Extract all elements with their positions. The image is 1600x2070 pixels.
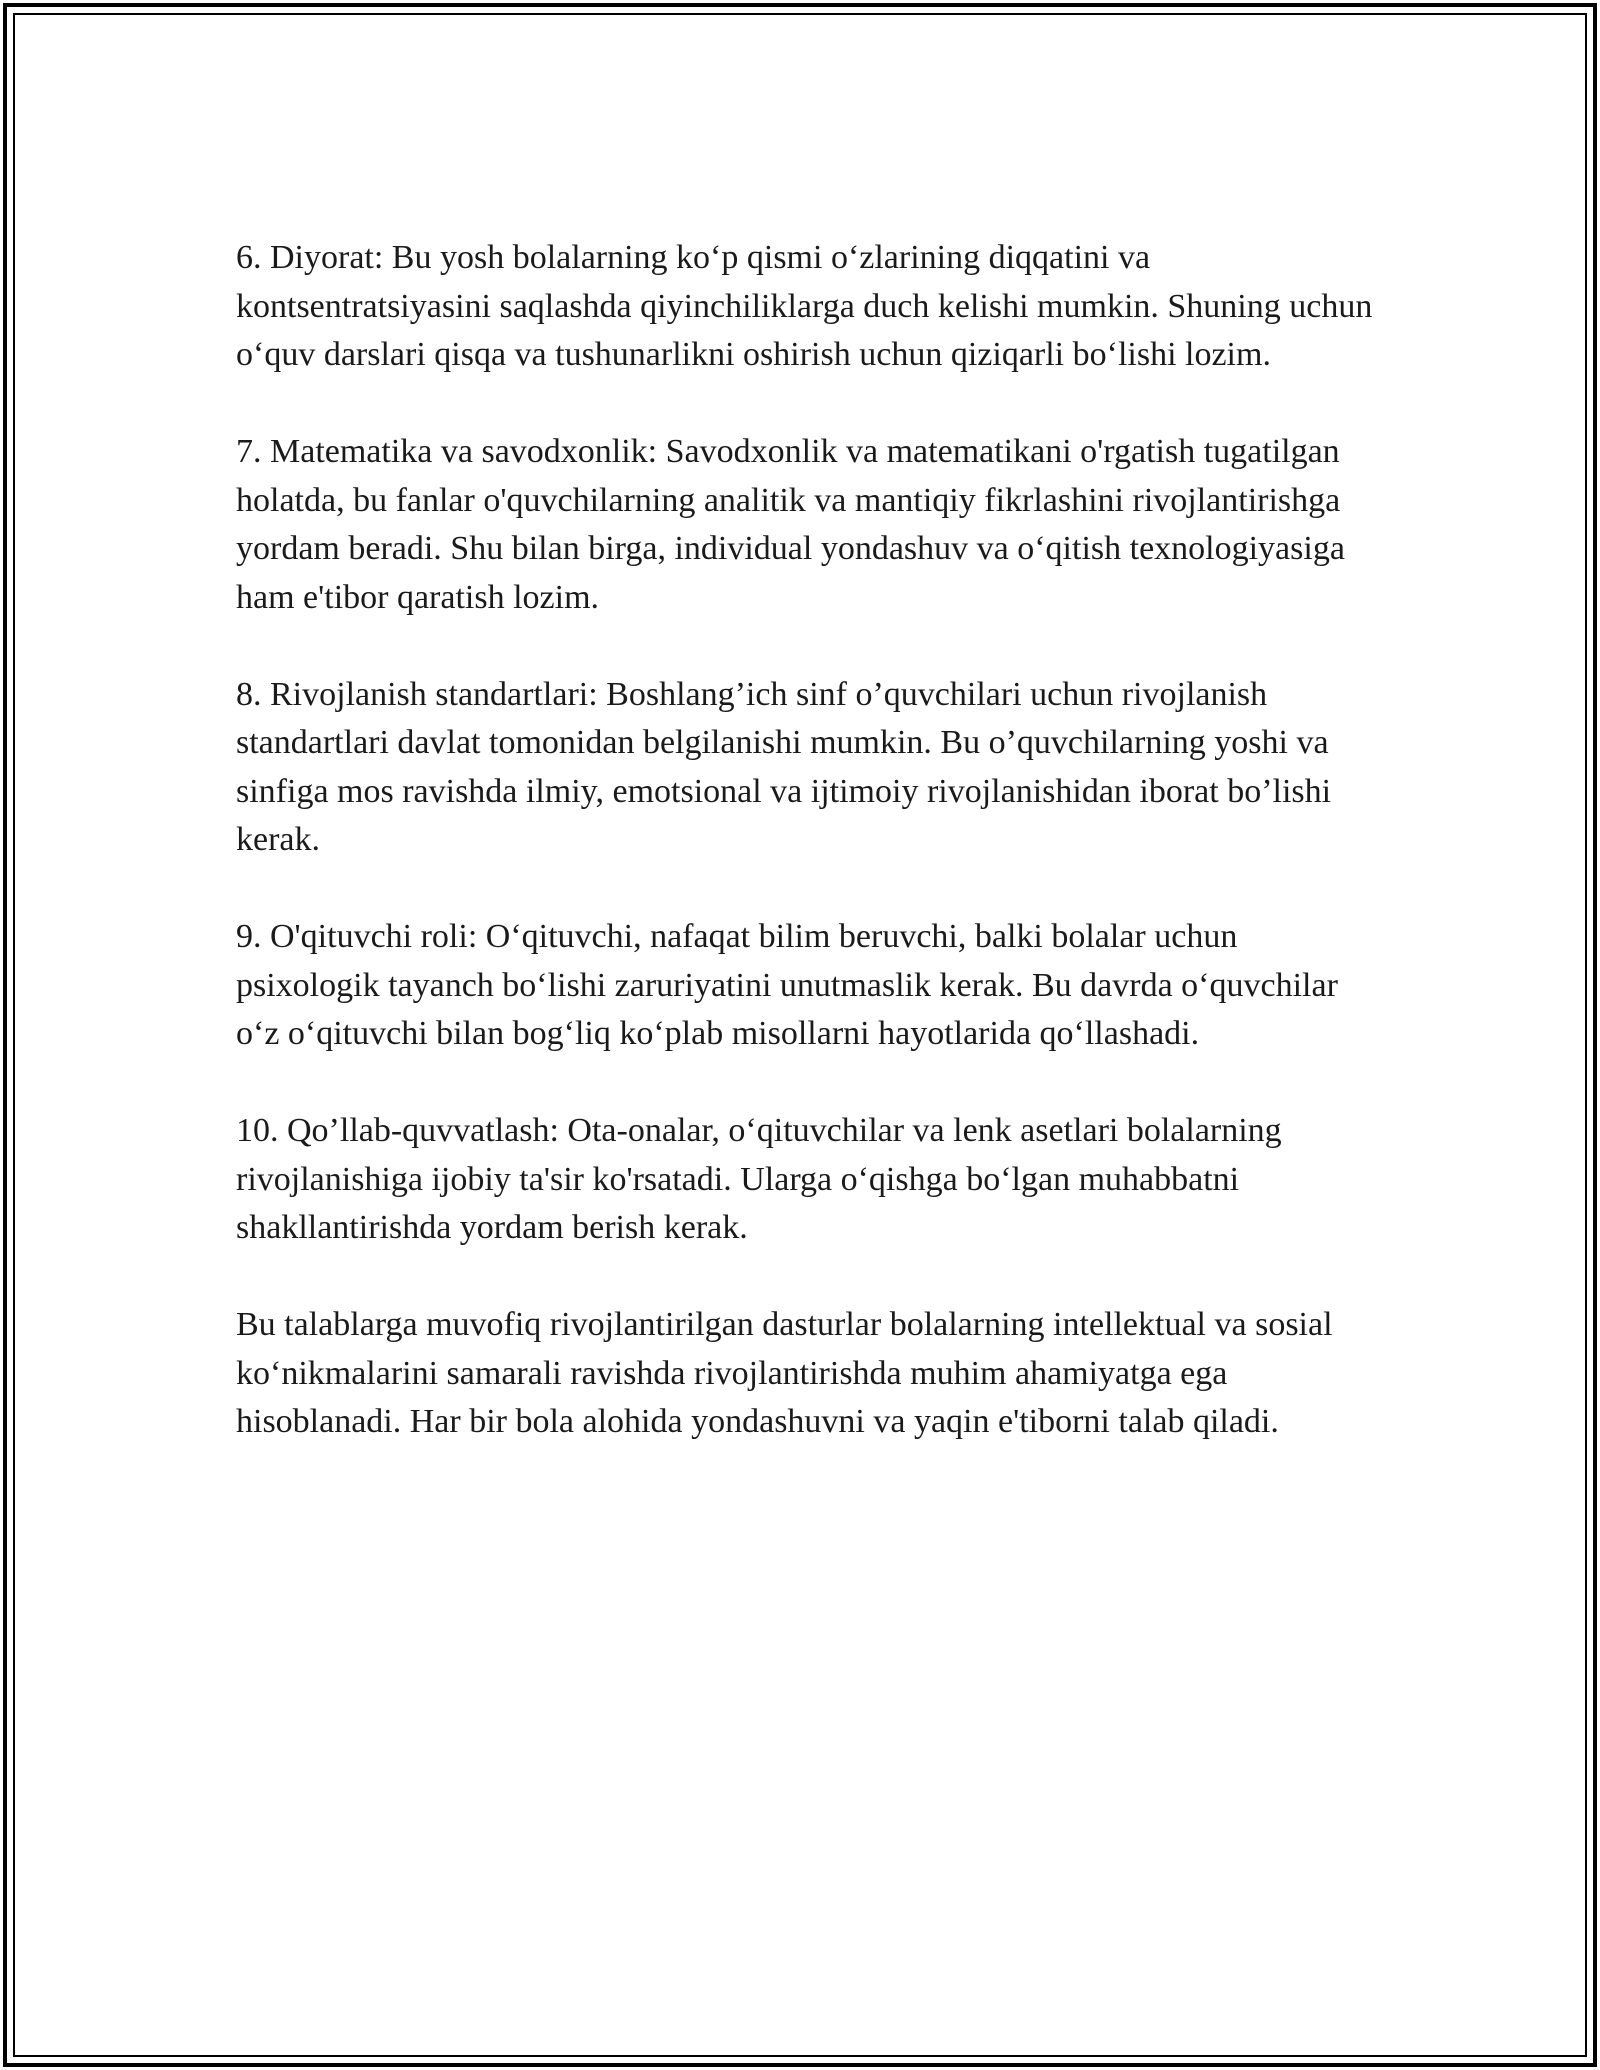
paragraph-matematika: 7. Matematika va savodxonlik: Savodxonlik va matematikani o'rgatish tugatilgan holatda, bu fanlar o'quvchilarning analitik va mantiqiy fikrlashini rivojlantirishga yordam beradi. Shu bilan birga, individual yondashuv va oʻqitish texnologiyasiga ham e'tibor qaratish lozim. [236,433,1345,616]
paragraph-conclusion: Bu talablarga muvofiq rivojlantirilgan dasturlar bolalarning intellektual va sosial koʻnikmalarini samarali ravishda rivojlantirishda muhim ahamiyatga ega hisoblanadi. Har bir bola alohida yondashuvni va yaqin e'tiborni talab qiladi. [236,1306,1333,1440]
paragraph-qollab-quvvatlash: 10. Qo’llab-quvvatlash: Ota-onalar, oʻqituvchilar va lenk asetlari bolalarning rivojlanishiga ijobiy ta'sir ko'rsatadi. Ularga oʻqishga boʻlgan muhabbatni shakllantirishda yordam berish kerak. [236,1112,1282,1246]
document-body [236,234,1386,1495]
paragraph-standartlar: 8. Rivojlanish standartlari: Boshlang’ich sinf o’quvchilari uchun rivojlanish standartlari davlat tomonidan belgilanishi mumkin. Bu o’quvchilarning yoshi va sinfiga mos ravishda ilmiy, emotsional va ijtimoiy rivojlanishidan iborat bo’lishi kerak. [236,675,1332,858]
paragraph-oqituvchi-roli: 9. O'qituvchi roli: Oʻqituvchi, nafaqat bilim beruvchi, balki bolalar uchun psixologik tayanch boʻlishi zaruriyatini unutmaslik kerak. Bu davrda oʻquvchilar oʻz oʻqituvchi bilan bogʻliq koʻplab misollarni hayotlarida qoʻllashadi. [236,918,1338,1052]
paragraph-diyorat: 6. Diyorat: Bu yosh bolalarning koʻp qismi oʻzlarining diqqatini va kontsentratsiyasini saqlashda qiyinchiliklarga duch kelishi mumkin. Shuning uchun oʻquv darslari qisqa va tushunarlikni oshirish uchun qiziqarli boʻlishi lozim. [236,239,1373,373]
